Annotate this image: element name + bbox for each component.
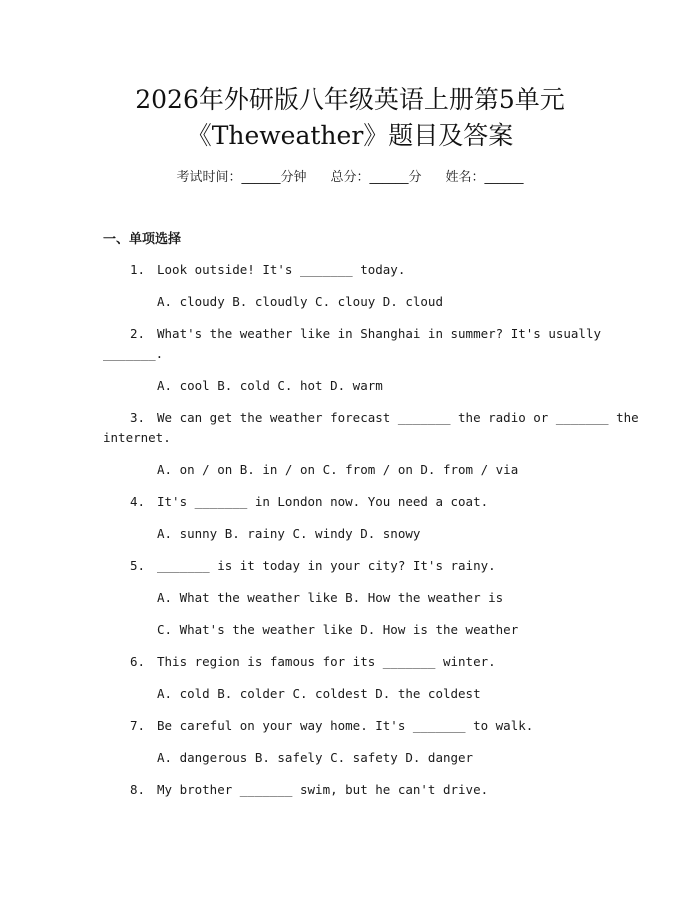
answer-options: A. dangerous B. safely C. safety D. danger — [157, 750, 474, 765]
question-number: 3. — [130, 410, 146, 425]
question-stem: This region is famous for its _______ winter. — [157, 654, 496, 669]
total-score-field: 总分：______分 — [330, 170, 422, 185]
question-stem: It's _______ in London now. You need a coat. — [157, 494, 489, 509]
question-stem: Be careful on your way home. It's _______ to walk. — [157, 718, 534, 733]
question-number: 8. — [130, 782, 146, 797]
document-title-line-2: 《Theweather》题目及答案 — [186, 121, 514, 150]
question-number: 7. — [130, 718, 146, 733]
question-stem: We can get the weather forecast _______ the radio or _______ the — [157, 410, 639, 425]
question-number: 5. — [130, 558, 146, 573]
document-title-line-1: 2026年外研版八年级英语上册第5单元 — [135, 85, 565, 114]
question-number: 1. — [130, 262, 146, 277]
exam-time-field: 考试时间：______分钟 — [176, 170, 307, 185]
answer-options: A. sunny B. rainy C. windy D. snowy — [157, 526, 421, 541]
question-number: 6. — [130, 654, 146, 669]
question-stem: What's the weather like in Shanghai in summer? It's usually — [157, 326, 602, 341]
question-number: 2. — [130, 326, 146, 341]
answer-options: A. cloudy B. cloudly C. clouy D. cloud — [157, 294, 443, 309]
answer-options: A. What the weather like B. How the weather is — [157, 590, 504, 605]
answer-options: A. cool B. cold C. hot D. warm — [157, 378, 383, 393]
question-stem-continued: internet. — [103, 430, 171, 445]
answer-options: A. cold B. colder C. coldest D. the coldest — [157, 686, 481, 701]
question-stem: Look outside! It's _______ today. — [157, 262, 406, 277]
question-number: 4. — [130, 494, 146, 509]
student-name-field: 姓名：______ — [445, 170, 524, 185]
section-heading-single-choice: 一、单项选择 — [103, 232, 182, 247]
question-stem-continued: _______. — [103, 346, 164, 361]
question-stem: My brother _______ swim, but he can't drive. — [157, 782, 489, 797]
answer-options: C. What's the weather like D. How is the weather — [157, 622, 519, 637]
question-stem: _______ is it today in your city? It's rainy. — [157, 558, 496, 573]
exam-info-line — [0, 168, 700, 188]
answer-options: A. on / on B. in / on C. from / on D. from / via — [157, 462, 519, 477]
